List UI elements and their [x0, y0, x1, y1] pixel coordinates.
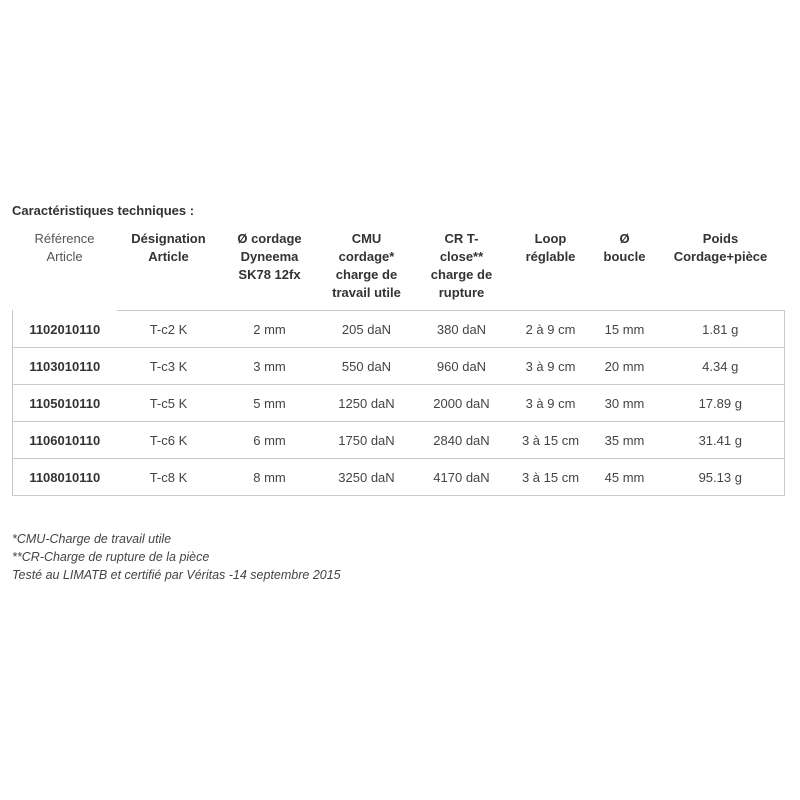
- cr-cell: 380 daN: [415, 311, 509, 348]
- header-line: CR T-: [444, 231, 479, 246]
- cordage-diameter-cell: 8 mm: [221, 459, 319, 496]
- cmu-cell: 550 daN: [319, 348, 415, 385]
- header-line: Loop: [534, 231, 567, 246]
- poids-cell: 31.41 g: [657, 422, 785, 459]
- header-line: Poids: [702, 231, 739, 246]
- header-cr: [415, 226, 509, 311]
- table-body: [13, 311, 785, 496]
- designation-cell: T-c8 K: [117, 459, 221, 496]
- poids-cell: 17.89 g: [657, 385, 785, 422]
- poids-cell: 4.34 g: [657, 348, 785, 385]
- cr-cell: 2840 daN: [415, 422, 509, 459]
- table-row: [13, 348, 785, 385]
- reference-cell: 1106010110: [13, 422, 117, 459]
- header-line: cordage*: [338, 249, 395, 264]
- header-line: Ø: [619, 231, 630, 246]
- header-boucle-diameter: [593, 226, 657, 311]
- loop-cell: 2 à 9 cm: [509, 311, 593, 348]
- designation-cell: T-c5 K: [117, 385, 221, 422]
- loop-cell: 3 à 9 cm: [509, 348, 593, 385]
- reference-cell: 1103010110: [13, 348, 117, 385]
- cordage-diameter-cell: 2 mm: [221, 311, 319, 348]
- table-header: [13, 226, 785, 311]
- header-designation: [117, 226, 221, 311]
- reference-cell: 1105010110: [13, 385, 117, 422]
- loop-cell: 3 à 15 cm: [509, 459, 593, 496]
- reference-cell: 1108010110: [13, 459, 117, 496]
- note-cr: **CR-Charge de rupture de la pièce: [12, 550, 210, 564]
- boucle-diameter-cell: 20 mm: [593, 348, 657, 385]
- cmu-cell: 205 daN: [319, 311, 415, 348]
- specs-table: [12, 226, 785, 496]
- header-line: Article: [46, 249, 83, 264]
- header-line: Ø cordage: [237, 231, 302, 246]
- designation-cell: T-c3 K: [117, 348, 221, 385]
- header-reference: [13, 226, 117, 311]
- poids-cell: 95.13 g: [657, 459, 785, 496]
- header-cmu: [319, 226, 415, 311]
- header-cordage-diameter: [221, 226, 319, 311]
- header-line: close**: [439, 249, 484, 264]
- header-line: charge de: [430, 267, 493, 282]
- header-line: SK78 12fx: [238, 267, 301, 282]
- table-row: [13, 459, 785, 496]
- reference-cell: 1102010110: [13, 311, 117, 348]
- poids-cell: 1.81 g: [657, 311, 785, 348]
- table-row: [13, 311, 785, 348]
- header-line: travail utile: [332, 285, 401, 300]
- cmu-cell: 3250 daN: [319, 459, 415, 496]
- cr-cell: 2000 daN: [415, 385, 509, 422]
- cordage-diameter-cell: 6 mm: [221, 422, 319, 459]
- header-loop: [509, 226, 593, 311]
- boucle-diameter-cell: 15 mm: [593, 311, 657, 348]
- note-certification: Testé au LIMATB et certifié par Véritas -14 septembre 2015: [12, 568, 341, 582]
- boucle-diameter-cell: 35 mm: [593, 422, 657, 459]
- header-line: réglable: [525, 249, 576, 264]
- table-row: [13, 385, 785, 422]
- designation-cell: T-c6 K: [117, 422, 221, 459]
- cordage-diameter-cell: 5 mm: [221, 385, 319, 422]
- header-line: Article: [148, 249, 189, 264]
- header-line: CMU: [351, 231, 382, 246]
- loop-cell: 3 à 15 cm: [509, 422, 593, 459]
- note-cmu: *CMU-Charge de travail utile: [12, 532, 172, 546]
- loop-cell: 3 à 9 cm: [509, 385, 593, 422]
- header-line: Référence: [34, 231, 95, 246]
- cr-cell: 960 daN: [415, 348, 509, 385]
- header-line: boucle: [603, 249, 646, 264]
- footnotes: [12, 530, 341, 584]
- header-row: [13, 226, 785, 311]
- boucle-diameter-cell: 45 mm: [593, 459, 657, 496]
- boucle-diameter-cell: 30 mm: [593, 385, 657, 422]
- header-line: Cordage+pièce: [673, 249, 768, 264]
- section-title: Caractéristiques techniques :: [12, 203, 195, 218]
- header-line: Désignation: [131, 231, 206, 246]
- cordage-diameter-cell: 3 mm: [221, 348, 319, 385]
- header-line: charge de: [335, 267, 398, 282]
- cr-cell: 4170 daN: [415, 459, 509, 496]
- cmu-cell: 1750 daN: [319, 422, 415, 459]
- header-line: rupture: [438, 285, 485, 300]
- header-line: Dyneema: [240, 249, 299, 264]
- table-row: [13, 422, 785, 459]
- header-poids: [657, 226, 785, 311]
- cmu-cell: 1250 daN: [319, 385, 415, 422]
- designation-cell: T-c2 K: [117, 311, 221, 348]
